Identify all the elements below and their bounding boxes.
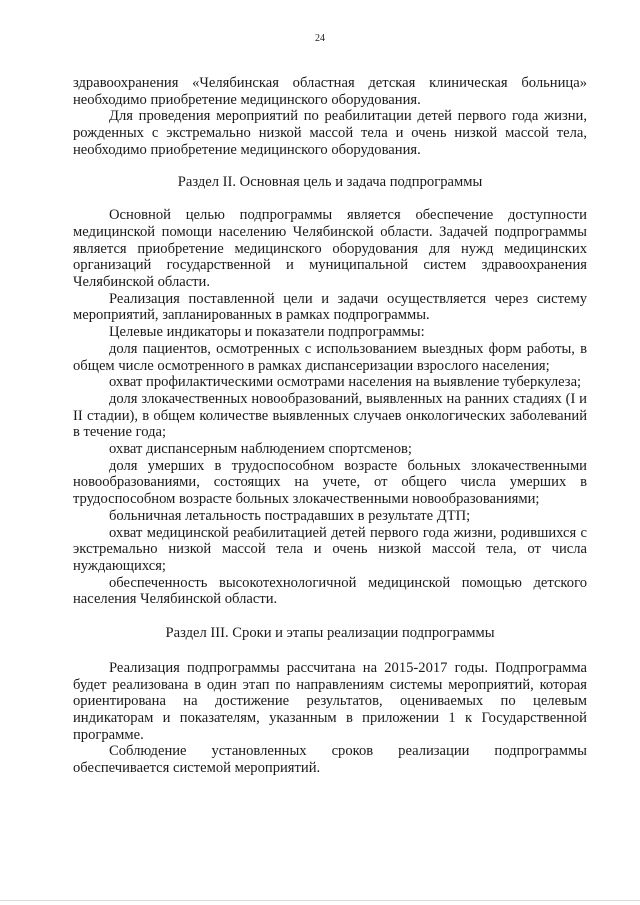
- paragraph-continuation: здравоохранения «Челябинская областная детская клиническая больница» необходимо приобретение медицинского оборудования.: [73, 75, 587, 108]
- section-heading-2: Раздел II. Основная цель и задача подпрограммы: [177, 173, 483, 190]
- paragraph-deadlines: Соблюдение установленных сроков реализации подпрограммы обеспечивается системой мероприятий.: [73, 743, 587, 777]
- paragraph-indicators-intro: Целевые индикаторы и показатели подпрограммы:: [109, 324, 425, 341]
- indicator-item: доля умерших в трудоспособном возрасте больных злокачественными новообразованиями, состоящих на учете, от общего числа умерших в трудоспособном возрасте больных злокачественными новообразованиями;: [73, 457, 587, 508]
- paragraph-implementation: Реализация поставленной цели и задачи осуществляется через систему мероприятий, запланированных в рамках подпрограммы.: [73, 290, 587, 324]
- indicator-item: больничная летальность пострадавших в результате ДТП;: [109, 507, 471, 524]
- paragraph-main-goal: Основной целью подпрограммы является обеспечение доступности медицинской помощи населению Челябинской области. Задачей подпрограммы является приобретение медицинского оборудования для нужд медицинских организаций государственной и муниципальной систем здравоохранения Челябинской области.: [73, 207, 587, 291]
- indicator-item: охват диспансерным наблюдением спортсменов;: [109, 441, 412, 458]
- indicator-item: доля пациентов, осмотренных с использованием выездных форм работы, в общем числе осмотренного в рамках диспансеризации взрослого населения;: [73, 340, 587, 374]
- paragraph-timeline: Реализация подпрограммы рассчитана на 2015-2017 годы. Подпрограмма будет реализована в один этап по направлениям системы мероприятий, которая ориентирована на достижение результатов, оцениваемых по целевым индикаторам и показателям, указанным в приложении 1 к Государственной программе.: [73, 659, 587, 743]
- indicator-item: охват профилактическими осмотрами населения на выявление туберкулеза;: [109, 374, 582, 391]
- document-body: [73, 75, 587, 777]
- page-number: 24: [315, 33, 325, 44]
- indicator-item: охват медицинской реабилитацией детей первого года жизни, родившихся с экстремально низкой массой тела и очень низкой массой тела, от числа нуждающихся;: [73, 524, 587, 574]
- indicator-item: доля злокачественных новообразований, выявленных на ранних стадиях (I и II стадии), в общем количестве выявленных случаев онкологических заболеваний в течение года;: [73, 390, 587, 441]
- paragraph-rehabilitation-equipment: Для проведения мероприятий по реабилитации детей первого года жизни, рожденных с экстремально низкой массой тела и очень низкой массой тела, необходимо приобретение медицинского оборудования.: [73, 108, 587, 158]
- indicator-item: обеспеченность высокотехнологичной медицинской помощью детского населения Челябинской области.: [73, 574, 587, 608]
- scan-edge-divider: [0, 900, 640, 901]
- section-heading-3: Раздел III. Сроки и этапы реализации подпрограммы: [165, 625, 495, 642]
